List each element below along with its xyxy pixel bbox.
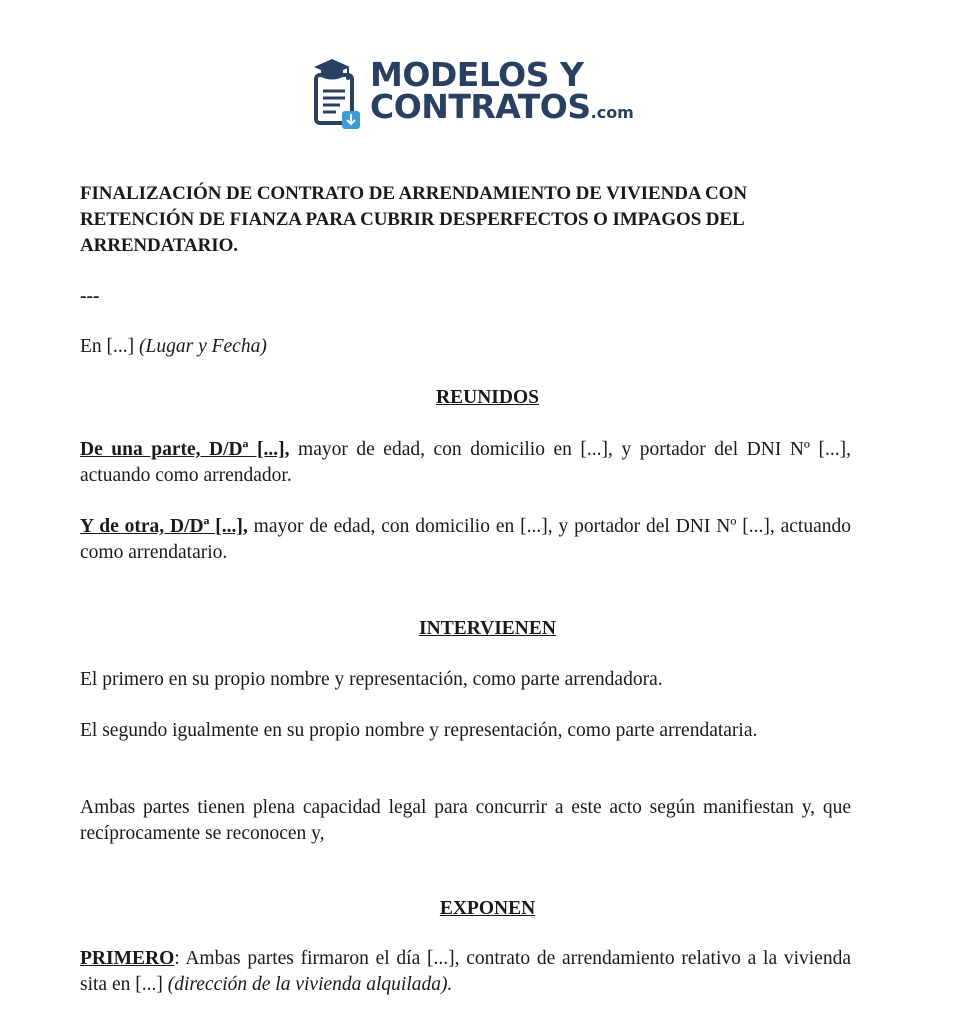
primero-paragraph (80, 946, 851, 998)
party-1-label: De una parte, D/Dª [...], (80, 439, 290, 460)
intervienen-paragraph-3: Ambas partes tienen plena capacidad legal para concurrir a este acto según manifiestan y, que recíprocamente se reconocen y, (80, 797, 851, 844)
heading-exponen: EXPONEN (439, 898, 536, 919)
logo-line2 (370, 87, 634, 129)
heading-reunidos: REUNIDOS (436, 387, 539, 408)
place-placeholder: (Lugar y Fecha) (139, 336, 267, 357)
heading-intervienen: INTERVIENEN (419, 618, 556, 639)
document-title: FINALIZACIÓN DE CONTRATO DE ARRENDAMIENTO DE VIVIENDA CON RETENCIÓN DE FIANZA PARA CUBRIR DESPERFECTOS O IMPAGOS DEL ARRENDATARIO. (80, 183, 747, 256)
logo (310, 56, 634, 132)
party-2-text: mayor de edad, con domicilio en [...], y portador del DNI Nº [...], actuando como arrendatario. (80, 516, 851, 563)
intervienen-paragraph-2: El segundo igualmente en su propio nombre y representación, como parte arrendataria. (80, 720, 758, 741)
primero-address-placeholder: (dirección de la vivienda alquilada). (167, 974, 453, 995)
separator: --- (80, 286, 100, 307)
party-2-label: Y de otra, D/Dª [...], (80, 516, 248, 537)
party-1-paragraph (80, 437, 851, 489)
logo-line2-text: CONTRATOS (370, 87, 591, 126)
primero-label: PRIMERO (80, 948, 175, 969)
logo-dotcom: .com (590, 103, 634, 122)
party-2-paragraph (80, 514, 851, 566)
party-1-text: mayor de edad, con domicilio en [...], y portador del DNI Nº [...], actuando como arrendador. (80, 439, 851, 486)
logo-wordmark (370, 55, 634, 129)
place-and-date (80, 334, 851, 360)
intervienen-paragraph-1: El primero en su propio nombre y representación, como parte arrendadora. (80, 669, 663, 690)
logo-line1: MODELOS Y (370, 55, 584, 94)
document-graduation-cap-icon (310, 57, 364, 131)
primero-text: : Ambas partes firmaron el día [...], contrato de arrendamiento relativo a la vivienda sita en [...] (80, 948, 851, 995)
place-prefix: En [...] (80, 336, 140, 357)
